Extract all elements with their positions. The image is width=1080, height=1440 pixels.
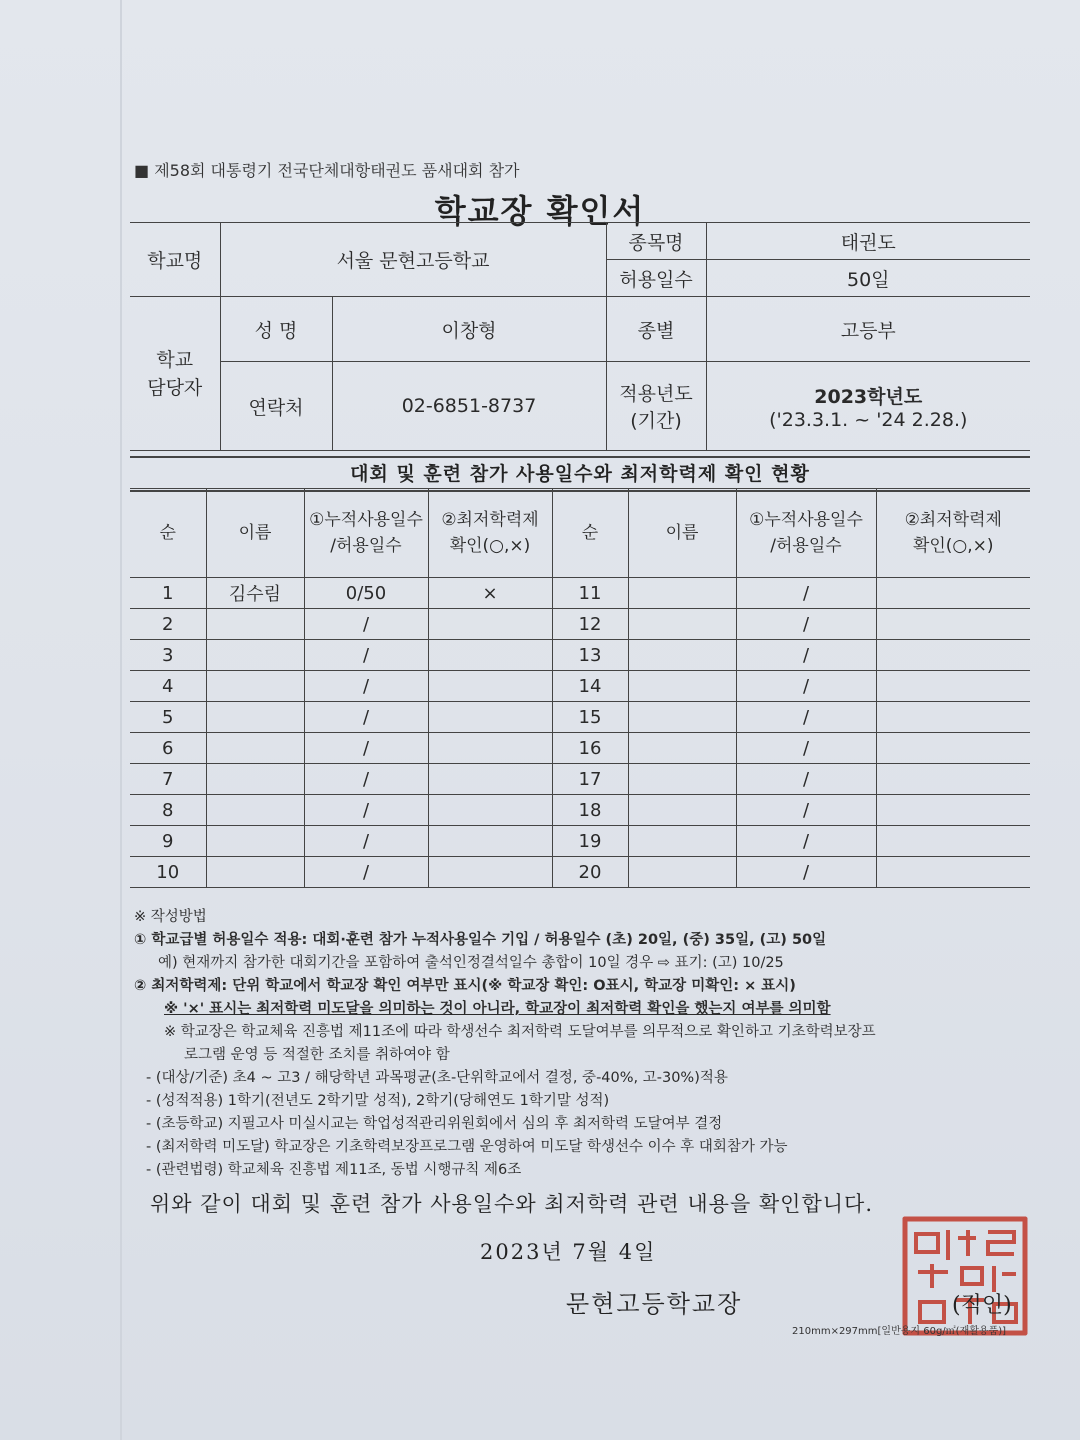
row-name: 김수림 bbox=[206, 578, 304, 609]
year-label-2: (기간) bbox=[630, 410, 682, 432]
row-days-right: / bbox=[736, 609, 876, 640]
table-row bbox=[130, 764, 1030, 795]
confirm-statement: 위와 같이 대회 및 훈련 참가 사용일수와 최저학력 관련 내용을 확인합니다. bbox=[150, 1192, 874, 1216]
row-days: / bbox=[304, 857, 428, 888]
row-days: / bbox=[304, 733, 428, 764]
row-name bbox=[206, 795, 304, 826]
row-days: / bbox=[304, 671, 428, 702]
contact-label: 연락처 bbox=[220, 362, 332, 451]
table-body bbox=[130, 578, 1030, 888]
note-2-b2: 로그램 운영 등 적절한 조치를 취하여야 함 bbox=[184, 1047, 450, 1063]
notes-section bbox=[134, 906, 1034, 1182]
row-name bbox=[206, 671, 304, 702]
row-no: 8 bbox=[130, 795, 206, 826]
row-no: 10 bbox=[130, 857, 206, 888]
row-no: 5 bbox=[130, 702, 206, 733]
row-no: 7 bbox=[130, 764, 206, 795]
row-check-right bbox=[876, 609, 1030, 640]
row-name-right bbox=[628, 857, 736, 888]
head-check-right bbox=[876, 489, 1030, 578]
row-name-right bbox=[628, 578, 736, 609]
row-name-right bbox=[628, 795, 736, 826]
row-name-right bbox=[628, 702, 736, 733]
contact-value: 02-6851-8737 bbox=[332, 362, 606, 451]
row-no-right: 14 bbox=[552, 671, 628, 702]
table-row bbox=[130, 578, 1030, 609]
row-days: / bbox=[304, 826, 428, 857]
row-name bbox=[206, 826, 304, 857]
row-check-right bbox=[876, 795, 1030, 826]
row-days-right: / bbox=[736, 733, 876, 764]
row-no: 9 bbox=[130, 826, 206, 857]
year-label-1: 적용년도 bbox=[619, 383, 693, 405]
row-check-right bbox=[876, 702, 1030, 733]
head-days-right bbox=[736, 489, 876, 578]
principal-title: 문현고등학교장 bbox=[566, 1290, 743, 1318]
row-no-right: 13 bbox=[552, 640, 628, 671]
note-detail-1: - (대상/기준) 초4 ~ 고3 / 해당학년 과목평균(초-단위학교에서 결정, 중-40%, 고-30%)적용 bbox=[146, 1070, 728, 1086]
list-title: 대회 및 훈련 참가 사용일수와 최저학력제 확인 현황 bbox=[130, 456, 1030, 492]
note-2: ② 최저학력제: 단위 학교에서 학교장 확인 여부만 표시(※ 학교장 확인: O표시, 학교장 미확인: × 표시) bbox=[134, 978, 796, 994]
row-name-right bbox=[628, 764, 736, 795]
table-row bbox=[130, 826, 1030, 857]
row-days-right: / bbox=[736, 578, 876, 609]
row-days: / bbox=[304, 609, 428, 640]
note-1-example: 예) 현재까지 참가한 대회기간을 포함하여 출석인정결석일수 총합이 10일 경우 ⇨ 표기: (고) 10/25 bbox=[158, 955, 784, 971]
row-name-right bbox=[628, 609, 736, 640]
row-check-right bbox=[876, 857, 1030, 888]
head-no-right: 순 bbox=[552, 489, 628, 578]
row-name bbox=[206, 733, 304, 764]
row-days: / bbox=[304, 640, 428, 671]
row-no: 2 bbox=[130, 609, 206, 640]
row-no-right: 16 bbox=[552, 733, 628, 764]
row-check bbox=[428, 795, 552, 826]
row-no-right: 15 bbox=[552, 702, 628, 733]
row-check-right bbox=[876, 578, 1030, 609]
row-name-right bbox=[628, 733, 736, 764]
row-no: 6 bbox=[130, 733, 206, 764]
note-2-a: ※ '×' 표시는 최저학력 미도달을 의미하는 것이 아니라, 학교장이 최저학력 확인을 했는지 여부를 의미함 bbox=[164, 1001, 831, 1017]
head-no: 순 bbox=[130, 489, 206, 578]
row-check: × bbox=[428, 578, 552, 609]
head-check-1: ②최저학력제 bbox=[441, 510, 539, 530]
year-value-1: 2023학년도 bbox=[814, 385, 923, 408]
days-value: 50일 bbox=[706, 260, 1030, 297]
row-name bbox=[206, 609, 304, 640]
row-name bbox=[206, 702, 304, 733]
row-name bbox=[206, 640, 304, 671]
division-value: 고등부 bbox=[706, 297, 1030, 362]
table-row bbox=[130, 640, 1030, 671]
year-value bbox=[706, 362, 1030, 451]
event-value: 태권도 bbox=[706, 223, 1030, 260]
note-2-b1: ※ 학교장은 학교체육 진흥법 제11조에 따라 학생선수 최저학력 도달여부를 의무적으로 확인하고 기초학력보장프 bbox=[164, 1024, 876, 1040]
note-detail-3: - (초등학교) 지필고사 미실시교는 학업성적관리위원회에서 심의 후 최저학력 도달여부 결정 bbox=[146, 1116, 723, 1132]
row-check-right bbox=[876, 826, 1030, 857]
row-check-right bbox=[876, 640, 1030, 671]
head-check-2: 확인(○,×) bbox=[449, 536, 531, 556]
note-detail-4: - (최저학력 미도달) 학교장은 기초학력보장프로그램 운영하여 미도달 학생선수 이수 후 대회참가 가능 bbox=[146, 1139, 788, 1155]
participant-table bbox=[130, 488, 1030, 888]
row-check bbox=[428, 609, 552, 640]
row-check bbox=[428, 640, 552, 671]
division-label: 종별 bbox=[606, 297, 706, 362]
row-days: 0/50 bbox=[304, 578, 428, 609]
head-name: 이름 bbox=[206, 489, 304, 578]
row-no: 1 bbox=[130, 578, 206, 609]
info-table bbox=[130, 222, 1030, 451]
days-label: 허용일수 bbox=[606, 260, 706, 297]
row-check bbox=[428, 764, 552, 795]
row-check bbox=[428, 702, 552, 733]
table-row bbox=[130, 795, 1030, 826]
row-name bbox=[206, 764, 304, 795]
row-days-right: / bbox=[736, 795, 876, 826]
row-no: 3 bbox=[130, 640, 206, 671]
school-value: 서울 문현고등학교 bbox=[220, 223, 606, 297]
note-1: ① 학교급별 허용일수 적용: 대회·훈련 참가 누적사용일수 기입 / 허용일수 (초) 20일, (중) 35일, (고) 50일 bbox=[134, 932, 827, 948]
document-title: 학교장 확인서 bbox=[434, 192, 646, 230]
row-check bbox=[428, 733, 552, 764]
row-check bbox=[428, 826, 552, 857]
row-check bbox=[428, 857, 552, 888]
head-days-2: /허용일수 bbox=[330, 536, 402, 556]
row-days: / bbox=[304, 702, 428, 733]
row-days: / bbox=[304, 764, 428, 795]
paper-size-note: 210mm×297mm[일반용지 60g/㎡(재활용품)] bbox=[792, 1326, 1007, 1337]
note-detail-5: - (관련법령) 학교체육 진흥법 제11조, 동법 시행규칙 제6조 bbox=[146, 1162, 522, 1178]
notes-heading: ※ 작성방법 bbox=[134, 909, 207, 925]
school-label: 학교명 bbox=[130, 223, 220, 297]
seal-label: (직인) bbox=[952, 1293, 1012, 1318]
name-label: 성 명 bbox=[220, 297, 332, 362]
row-no-right: 12 bbox=[552, 609, 628, 640]
row-days-right: / bbox=[736, 640, 876, 671]
head-name-right: 이름 bbox=[628, 489, 736, 578]
row-no: 4 bbox=[130, 671, 206, 702]
table-row bbox=[130, 671, 1030, 702]
row-no-right: 19 bbox=[552, 826, 628, 857]
row-days-right: / bbox=[736, 826, 876, 857]
table-row bbox=[130, 857, 1030, 888]
row-check-right bbox=[876, 671, 1030, 702]
table-row bbox=[130, 609, 1030, 640]
head-check-right-2: 확인(○,×) bbox=[912, 536, 994, 556]
head-check bbox=[428, 489, 552, 578]
row-check bbox=[428, 671, 552, 702]
issue-date: 2023년 7월 4일 bbox=[480, 1240, 657, 1264]
manager-label: 학교 담당자 bbox=[130, 297, 220, 451]
year-label bbox=[606, 362, 706, 451]
row-days-right: / bbox=[736, 857, 876, 888]
row-days: / bbox=[304, 795, 428, 826]
head-days-1: ①누적사용일수 bbox=[309, 510, 423, 530]
row-check-right bbox=[876, 733, 1030, 764]
row-no-right: 17 bbox=[552, 764, 628, 795]
head-days-right-2: /허용일수 bbox=[770, 536, 842, 556]
row-no-right: 20 bbox=[552, 857, 628, 888]
row-days-right: / bbox=[736, 764, 876, 795]
table-row bbox=[130, 702, 1030, 733]
name-value: 이창형 bbox=[332, 297, 606, 362]
row-no-right: 11 bbox=[552, 578, 628, 609]
table-head-row bbox=[130, 489, 1030, 578]
head-days bbox=[304, 489, 428, 578]
event-label: 종목명 bbox=[606, 223, 706, 260]
year-value-2: ('23.3.1. ~ '24 2.28.) bbox=[769, 408, 968, 431]
head-check-right-1: ②최저학력제 bbox=[904, 510, 1002, 530]
row-check-right bbox=[876, 764, 1030, 795]
head-days-right-1: ①누적사용일수 bbox=[749, 510, 863, 530]
table-row bbox=[130, 733, 1030, 764]
note-detail-2: - (성적적용) 1학기(전년도 2학기말 성적), 2학기(당해연도 1학기말 성적) bbox=[146, 1093, 610, 1109]
row-days-right: / bbox=[736, 671, 876, 702]
row-no-right: 18 bbox=[552, 795, 628, 826]
row-name bbox=[206, 857, 304, 888]
row-days-right: / bbox=[736, 702, 876, 733]
row-name-right bbox=[628, 671, 736, 702]
event-header: ■ 제58회 대통령기 전국단체대항태권도 품새대회 참가 bbox=[134, 161, 520, 180]
row-name-right bbox=[628, 640, 736, 671]
row-name-right bbox=[628, 826, 736, 857]
